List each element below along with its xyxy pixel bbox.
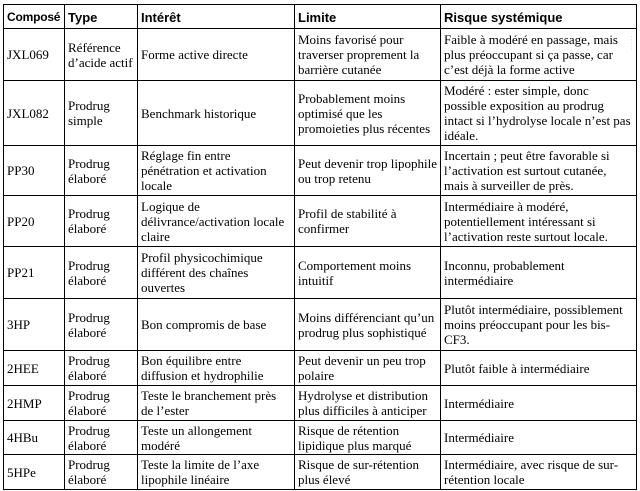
cell-interet: Bon équilibre entre diffusion et hydrophilie [138, 351, 295, 386]
cell-limite: Moins favorisé pour traverser proprement la barrière cutanée [295, 29, 441, 81]
cell-interet: Profil physicochimique différent des chaînes ouvertes [138, 247, 295, 299]
cell-limite: Hydrolyse et distribution plus difficiles à anticiper [295, 386, 441, 421]
cell-interet: Teste le branchement près de l’ester [138, 386, 295, 421]
table-row [4, 29, 637, 81]
table-row [4, 386, 637, 421]
column-header-limite: Limite [295, 5, 441, 29]
cell-risque: Inconnu, probablement intermédiaire [441, 247, 637, 299]
comparison-table [3, 4, 637, 490]
cell-type: Prodrug élaboré [65, 247, 138, 299]
cell-risque: Plutôt faible à intermédiaire [441, 351, 637, 386]
cell-limite: Peut devenir trop lipophile ou trop retenu [295, 146, 441, 196]
cell-type: Prodrug élaboré [65, 421, 138, 455]
table-row [4, 351, 637, 386]
cell-type: Prodrug élaboré [65, 299, 138, 351]
cell-interet: Réglage fin entre pénétration et activation locale [138, 146, 295, 196]
cell-type: Prodrug élaboré [65, 351, 138, 386]
table-row [4, 146, 637, 196]
cell-limite: Comportement moins intuitif [295, 247, 441, 299]
cell-risque: Plutôt intermédiaire, possiblement moins préoccupant pour les bis-CF3. [441, 299, 637, 351]
cell-risque: Faible à modéré en passage, mais plus préoccupant si ça passe, car c’est déjà la forme active [441, 29, 637, 81]
cell-type: Prodrug simple [65, 81, 138, 146]
cell-limite: Profil de stabilité à confirmer [295, 196, 441, 247]
cell-interet: Teste la limite de l’axe lipophile linéaire [138, 455, 295, 490]
cell-interet: Benchmark historique [138, 81, 295, 146]
cell-risque: Intermédiaire [441, 386, 637, 421]
table-row [4, 421, 637, 455]
cell-limite: Probablement moins optimisé que les promoieties plus récentes [295, 81, 441, 146]
column-header-type: Type [65, 5, 138, 29]
cell-compose: PP20 [4, 196, 65, 247]
table-row [4, 247, 637, 299]
cell-risque: Modéré : ester simple, donc possible exposition au prodrug intact si l’hydrolyse locale n’est pas idéale. [441, 81, 637, 146]
cell-limite: Risque de sur-rétention plus élevé [295, 455, 441, 490]
cell-type: Prodrug élaboré [65, 386, 138, 421]
cell-type: Référence d’acide actif [65, 29, 138, 81]
cell-limite: Moins différenciant qu’un prodrug plus sophistiqué [295, 299, 441, 351]
cell-interet: Logique de délivrance/activation locale claire [138, 196, 295, 247]
cell-compose: JXL082 [4, 81, 65, 146]
cell-limite: Risque de rétention lipidique plus marqué [295, 421, 441, 455]
table-row [4, 196, 637, 247]
margin-mark: · · · · · [628, 36, 634, 50]
column-header-compose: Composé [4, 5, 65, 29]
cell-interet: Bon compromis de base [138, 299, 295, 351]
table-row [4, 81, 637, 146]
cell-compose: PP21 [4, 247, 65, 299]
cell-interet: Teste un allongement modéré [138, 421, 295, 455]
cell-limite: Peut devenir un peu trop polaire [295, 351, 441, 386]
cell-compose: 5HPe [4, 455, 65, 490]
column-header-risque: Risque systémique [441, 5, 637, 29]
cell-risque: Intermédiaire à modéré, potentiellement intéressant si l’activation reste surtout locale. [441, 196, 637, 247]
cell-risque: Intermédiaire, avec risque de sur-rétention locale [441, 455, 637, 490]
cell-type: Prodrug élaboré [65, 146, 138, 196]
cell-compose: JXL069 [4, 29, 65, 81]
cell-compose: 3HP [4, 299, 65, 351]
column-header-interet: Intérêt [138, 5, 295, 29]
cell-risque: Incertain ; peut être favorable si l’activation est surtout cutanée, mais à surveiller de près. [441, 146, 637, 196]
table-row [4, 299, 637, 351]
cell-compose: 2HMP [4, 386, 65, 421]
cell-interet: Forme active directe [138, 29, 295, 81]
cell-compose: 2HEE [4, 351, 65, 386]
cell-type: Prodrug élaboré [65, 196, 138, 247]
cell-compose: PP30 [4, 146, 65, 196]
cell-risque: Intermédiaire [441, 421, 637, 455]
header-row [4, 5, 637, 29]
cell-type: Prodrug élaboré [65, 455, 138, 490]
cell-compose: 4HBu [4, 421, 65, 455]
table-row [4, 455, 637, 490]
